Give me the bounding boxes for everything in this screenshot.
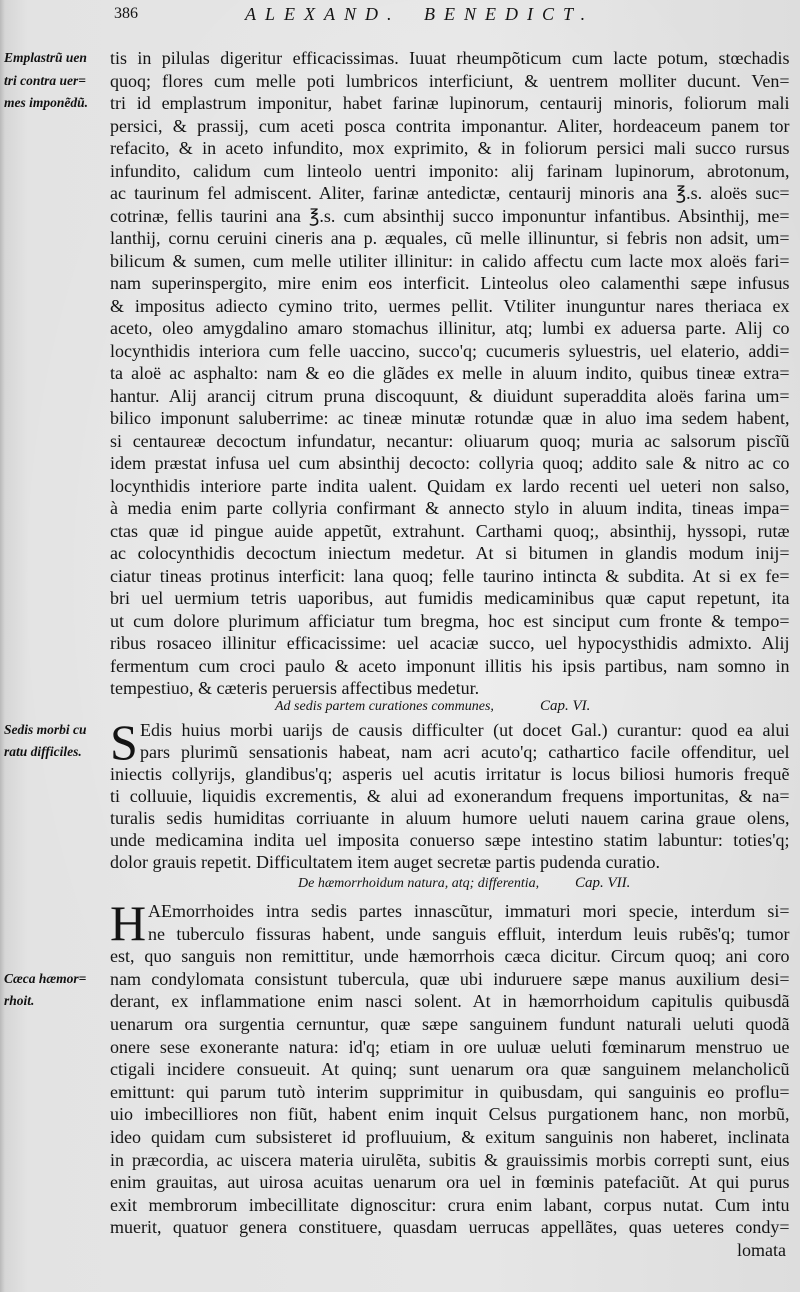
- text-line: bilico imponunt saluberrime: ac tineæ minutæ rotundæ quæ in aluo ima sedem habent,: [110, 408, 790, 428]
- text-line: locynthidis interiore parte indita ualent. Quidam ex lardo recenti uel ueteri non salso,: [110, 475, 790, 496]
- margin-note-seat-diseases: [4, 719, 108, 763]
- text-line: bri uel uermium tetris uaporibus, aut fumidis medicaminibus quæ caput repetunt, ita: [110, 588, 790, 608]
- text-line: ctas quæ id pingue auide appetũt, extrahunt. Carthami quoq;, absinthij, hyssopi, rutæ: [110, 520, 790, 541]
- text-line: refacito, & in aceto infundito, mox exprimito, & in foliorum persici mali succo rursus: [110, 138, 790, 158]
- text-line: unde medicamina indita uel imposita conuerso sæpe intestino statim labuntur: toties'q;: [110, 830, 790, 850]
- text-line: tri id emplastrum imponitur, habet farinæ lupinorum, centaurij minoris, foliorum mali: [110, 93, 790, 113]
- text-line: turalis sedis humiditas corriuante in aluum humore ueluti nauem carina graue olens,: [110, 808, 790, 828]
- chapter-title: Ad sedis partem curationes communes,: [275, 699, 494, 714]
- margin-note-worm-plaster: [4, 47, 108, 115]
- drop-cap-initial: S: [110, 714, 138, 770]
- text-line: ctigali incidere consueuit. At quinq; sunt uenarum ora quæ sanguinem melancholicũ: [110, 1059, 790, 1080]
- margin-note-blind-hemorrhoid: [4, 968, 108, 1013]
- text-line: Edis huius morbi uarijs de causis difficulter (ut docet Gal.) curantur: quod ea alui: [140, 720, 790, 740]
- text-line: idem præstat infusa uel cum absinthij decocto: collyria quoq; addito sale & nitro ac co: [110, 453, 790, 473]
- margin-note-line: ratu difficiles.: [4, 744, 82, 759]
- drop-cap-initial: H: [110, 895, 147, 951]
- text-line: onere sese exonerante natura: id'q; etiam in ore uuluæ ueluti fœminarum menstruo ue: [110, 1036, 790, 1057]
- text-line: enim grauitas, aut uirosa acuitas uenarum ora uel in fœminis patefaciũt. At qui purus: [110, 1172, 790, 1193]
- text-line: cotrinæ, fellis taurini ana ℥.s. cum absinthij succo imponuntur infantibus. Absinthij, me=: [110, 205, 790, 226]
- text-line: derant, ex inflammatione enim nasci solent. At in hæmorrhoidum capitulis quibusdã: [110, 991, 790, 1012]
- text-line: persici, & prassij, cum aceti posca contrita imponantur. Aliter, hordeaceum panem tor: [110, 115, 790, 136]
- margin-note-line: mes imponẽdũ.: [4, 95, 89, 110]
- text-line: ut cum dolore plurimum afficiatur tum bregma, hoc est sinciput cum fronte & tempo=: [110, 610, 790, 631]
- page-number: 386: [114, 5, 138, 22]
- text-line: bilicum & sumen, cum melle utiliter illinitur: in calido affectu cum lacte mox aloës fari=: [110, 250, 790, 271]
- text-line: à media enim parte collyria confirmant & annecto stylo in aluum indita, tineas impa=: [110, 498, 790, 518]
- running-header: [0, 2, 800, 26]
- chapter-number: Cap. VII.: [575, 875, 631, 891]
- text-line: hantur. Alij arancij citrum pruna discoquunt, & diuidunt superaddita aloës farina um=: [110, 385, 790, 406]
- text-line: in præcordia, ac uiscera materia uirulẽta, subitis & grauissimis morbis correpti sunt, eius: [110, 1149, 790, 1170]
- text-line: nam condylomata consistunt tubercula, quæ ubi induruere sæpe manus auxilium desi=: [110, 968, 790, 989]
- catchword: lomata: [737, 1240, 786, 1260]
- paragraph-worm-remedies: [110, 47, 790, 700]
- text-line: dolor grauis repetit. Difficultatem item auget secretæ partis pudenda curatio.: [110, 852, 660, 872]
- chapter-title: De hæmorrhoidum natura, atq; differentia,: [298, 876, 540, 891]
- text-line: si centaureæ decoctum infundatur, necantur: oliuarum quoq; muria ac salsorum piscĩũ: [110, 430, 790, 451]
- text-line: infundito, calidum cum linteolo uentri imponito: alij farinam lupinorum, abrotonum,: [110, 160, 790, 181]
- text-line: ciatur tineas protinus interficit: lana quoq; felle taurino intincta & subdita. At si ex fe=: [110, 565, 790, 586]
- margin-note-line: rhoit.: [4, 993, 35, 1009]
- text-line: muerit, quatuor genera constituere, quasdam uerrucas appellãtes, quas ueteres condy=: [110, 1217, 790, 1238]
- text-line: pars plurimũ sensationis habeat, nam acri acuto'q; cathartico facile offenditur, uel: [140, 742, 790, 762]
- text-line: ta aloë ac asphalto: nam & eo die glãdes ex melle in aluum indito, quibus tineæ extra=: [110, 363, 790, 383]
- margin-note-line: Sedis morbi cu: [4, 722, 87, 737]
- paragraph-hemorrhoids: [110, 895, 790, 1239]
- margin-note-line: Emplastrũ uen: [4, 50, 87, 65]
- text-line: locynthidis interiora cum felle uaccino, succo'q; cucumeris syluestris, uel elaterio, addi=: [110, 340, 790, 361]
- text-line: uio imbecilliores non fiũt, habent enim inquit Celsus purgationem hanc, non morbũ,: [110, 1104, 790, 1125]
- chapter-number: Cap. VI.: [540, 698, 591, 714]
- text-line: nam superinspergito, mire enim eos interficit. Linteolus oleo calamenthi sæpe infusus: [110, 273, 790, 293]
- text-line: ac taurinum fel admiscent. Aliter, farinæ antedictæ, centaurij minoris ana ℥.s. aloës suc=: [110, 183, 790, 203]
- text-line: tempestiuo, & cæteris peruersis affectibus medetur.: [110, 678, 480, 698]
- margin-note-line: Cæca hæmor=: [4, 970, 87, 986]
- text-line: ti colluuie, liquidis excrementis, & alui ad exonerandum frequens importunitas, & na=: [110, 786, 790, 806]
- text-line: tis in pilulas digeritur efficacissimas. Iuuat rheumpõticum cum lacte potum, stœchadis: [110, 48, 790, 68]
- text-line: aceto, oleo amygdalino amaro stomachus illinitur, atq; lumbi ex aduersa parte. Alij co: [110, 318, 790, 338]
- text-line: uenarum ora surgentia cernuntur, quæ sæpe sanguinem fundunt naturali ueluti quodã: [110, 1013, 790, 1034]
- text-line: lanthij, cornu ceruini cineris ana p. æquales, cũ melle illinuntur, si febris non adsit, um=: [110, 228, 790, 248]
- text-line: ideo quidam cum subsisteret id profluuium, & exitum sanguinis non haberet, inclinata: [110, 1126, 790, 1147]
- text-line: emittunt: qui parum tutò interim supprimitur in quibusdam, qui sanguinis eo proflu=: [110, 1081, 790, 1102]
- text-line: iniectis collyrijs, glandibus'q; asperis uel acutis irritatur is locus biliosi humoris frequẽ: [110, 764, 790, 784]
- paragraph-seat-cures: [110, 714, 790, 873]
- text-line: & impositus adiecto cymino trito, uermes pellit. Vtiliter inunguntur nares theriaca ex: [110, 295, 790, 316]
- text-line: quoq; flores cum melle poti lumbricos interficiunt, & uentrem molliter ducunt. Ven=: [110, 70, 790, 91]
- text-line: ribus rosaceo illinitur efficacissime: uel acaciæ succo, uel hypocysthidis admixto. Alij: [110, 633, 790, 653]
- margin-note-line: tri contra uer=: [4, 72, 86, 88]
- text-line: fermentum cum croci paulo & aceto imponunt illitis his ipsis partibus, nam somno in: [110, 655, 790, 676]
- text-line: ne tuberculo fissuras habent, unde sanguis effluit, interdum leuis rubẽs'q; tumor: [148, 923, 790, 944]
- running-head-title: ALEXAND. BENEDICT.: [245, 4, 595, 24]
- text-line: exit membrorum imbecillitate dignoscitur: crura enim labant, corpus nutat. Cum intu: [110, 1194, 790, 1215]
- text-line: ac colocynthidis decoctum iniectum medetur. At si bitumen in glandis modum inij=: [110, 543, 790, 563]
- text-line: est, quo sanguis non remittitur, unde hæmorrhois cæca dicitur. Circum quoq; ani coro: [110, 946, 790, 967]
- text-line: AEmorrhoides intra sedis partes innascũtur, immaturi mori specie, interdum si=: [148, 901, 790, 921]
